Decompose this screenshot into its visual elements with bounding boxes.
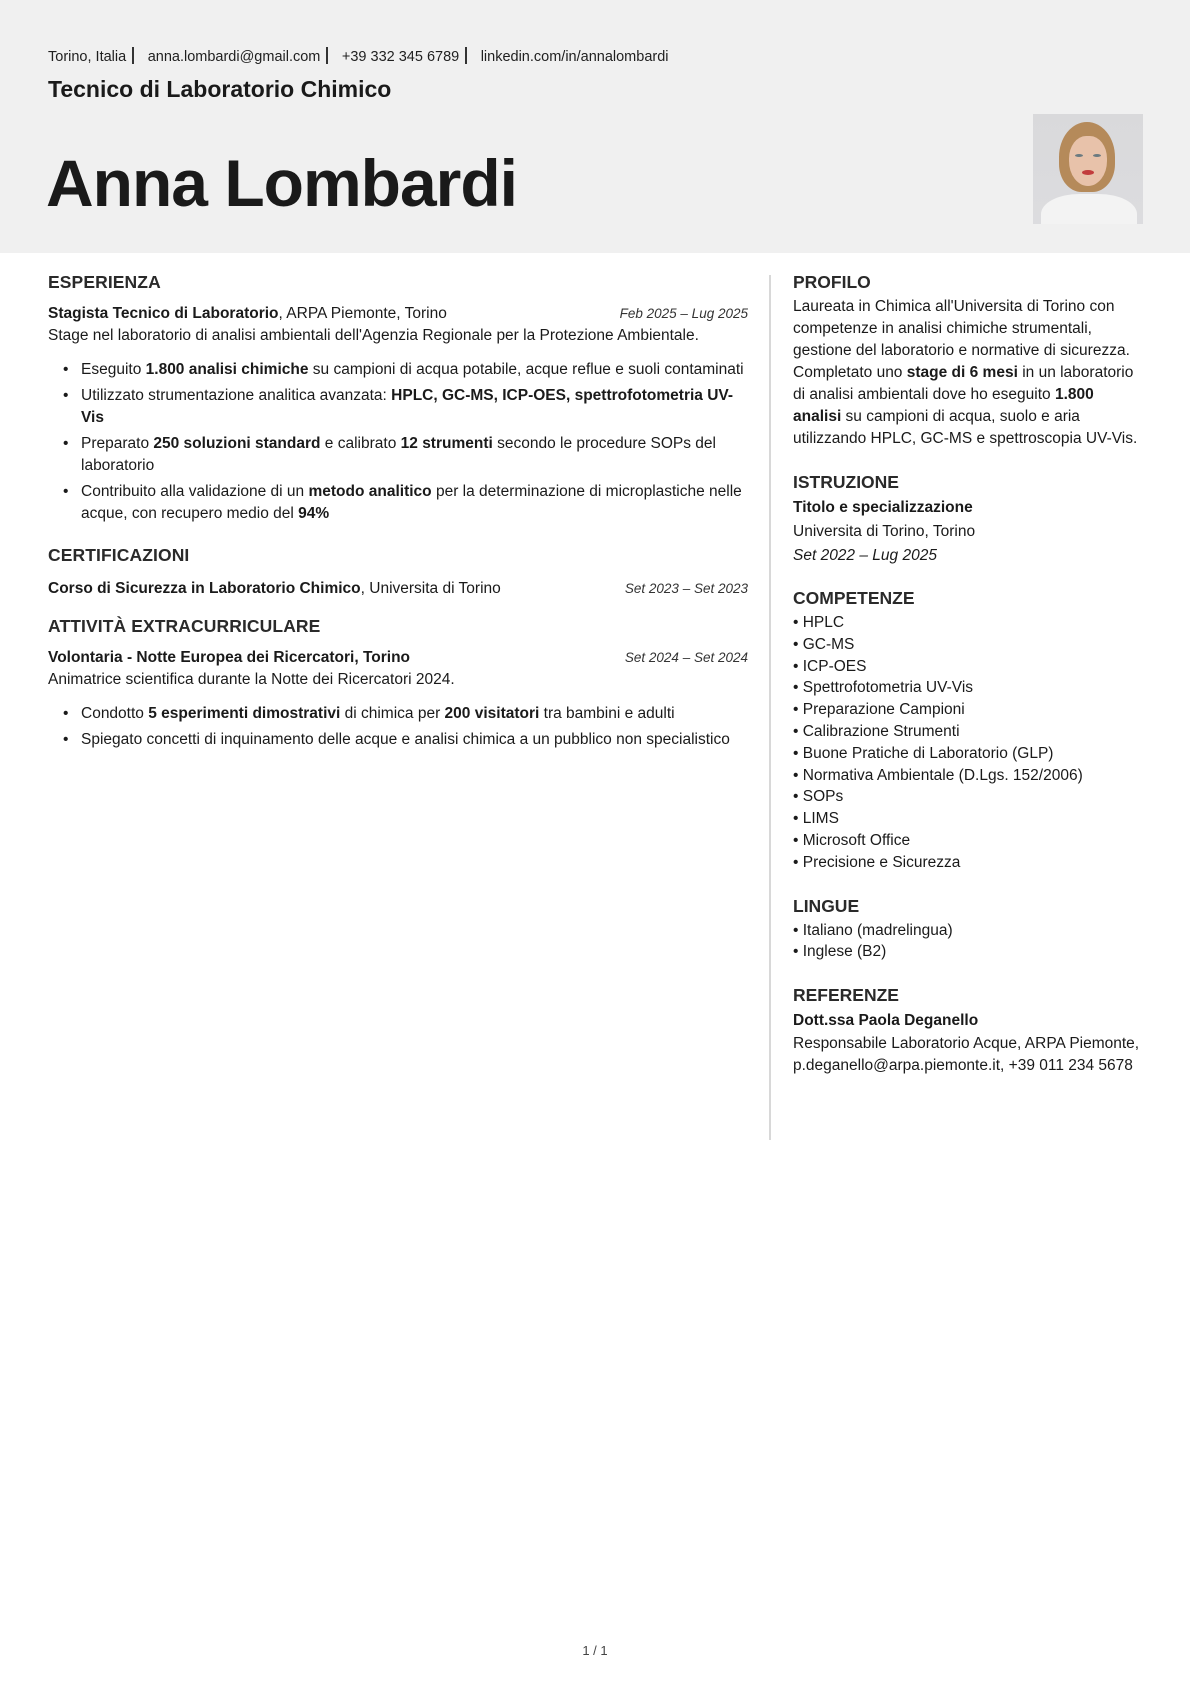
entry-role: Stagista Tecnico di Laboratorio [48,305,279,322]
profile-summary: Laureata in Chimica all'Universita di Torino con competenze in analisi chimiche strumentali, gestione del laboratorio e normative di sicurezza. Completato uno stage di 6 mesi in un laboratorio di analisi ambientali dove ho eseguito 1.800 analisi su campioni di acqua, suolo e aria utilizzando HPLC, GC-MS e spettroscopia UV-Vis. [793,298,1138,447]
experience-bullets [48,359,748,525]
reference-name: Dott.ssa Paola Deganello [793,1012,979,1030]
separator [132,47,134,64]
entry-description: Animatrice scientifica durante la Notte dei Ricercatori 2024. [48,671,455,688]
experience-entry-header [48,305,748,323]
section-title: PROFILO [793,272,871,292]
certification-entry [48,580,748,598]
entry-description: Stage nel laboratorio di analisi ambientali dell'Agenzia Regionale per la Protezione Ambientale. [48,327,699,344]
entry-role: Volontaria - Notte Europea dei Ricercatori, Torino [48,649,411,666]
entry-date: Set 2024 – Set 2024 [624,650,748,665]
contact-email[interactable]: anna.lombardi@gmail.com [147,49,321,65]
education-date: Set 2022 – Lug 2025 [793,547,937,564]
bullet-item: • Spiegato concetti di inquinamento delle acque e analisi chimica a un pubblico non specialistico [48,729,748,751]
section-title: REFERENZE [793,985,899,1006]
entry-date: Feb 2025 – Lug 2025 [619,306,748,321]
extracurricular-section [48,616,748,751]
skill-item: • HPLC [793,612,1143,634]
language-item: • Inglese (B2) [793,941,1143,963]
bullet-item: • Preparato 250 soluzioni standard e calibrato 12 strumenti secondo le procedure SOPs del laboratorio [48,433,748,477]
bullet-item: • Contribuito alla validazione di un metodo analitico per la determinazione di microplastiche nelle acque, con recupero medio del 94% [48,481,748,525]
job-title: Tecnico di Laboratorio Chimico [48,76,392,102]
entry-org: , ARPA Piemonte, Torino [278,305,447,322]
header [0,0,1190,253]
section-title: LINGUE [793,895,860,916]
skill-item: • LIMS [793,808,1143,830]
profile-photo [1033,114,1143,224]
skill-item: • Normativa Ambientale (D.Lgs. 152/2006) [793,765,1143,787]
skill-item: • SOPs [793,786,1143,808]
contact-phone[interactable]: +39 332 345 6789 [341,49,460,65]
section-title: COMPETENZE [793,588,915,608]
page-number: 1 / 1 [582,1643,608,1658]
separator [465,47,467,64]
skill-item: • Spettrofotometria UV-Vis [793,677,1143,699]
extracurricular-bullets [48,703,748,751]
certification-name: Corso di Sicurezza in Laboratorio Chimico [48,580,361,597]
section-title: ATTIVITÀ EXTRACURRICULARE [48,616,321,636]
bullet-item: • Utilizzato strumentazione analitica avanzata: HPLC, GC-MS, ICP-OES, spettrofotometria UV-Vis [48,385,748,429]
section-title: ESPERIENZA [48,272,161,292]
languages-section [793,896,1143,964]
skill-item: • Buone Pratiche di Laboratorio (GLP) [793,743,1143,765]
contact-linkedin[interactable]: linkedin.com/in/annalombardi [480,49,669,65]
skill-item: • GC-MS [793,634,1143,656]
certifications-section [48,545,748,598]
candidate-name: Anna Lombardi [46,146,518,220]
education-degree: Titolo e specializzazione [793,499,973,516]
contact-line [48,47,669,65]
skills-list [793,612,1143,874]
reference-details: Responsabile Laboratorio Acque, ARPA Piemonte, p.deganello@arpa.piemonte.it, +39 011 234 5678 [793,1035,1140,1075]
section-title: CERTIFICAZIONI [48,545,190,565]
skill-item: • Preparazione Campioni [793,699,1143,721]
sidebar-column [793,272,1143,1099]
languages-list [793,920,1143,964]
extracurricular-entry-header [48,649,748,667]
column-divider [769,275,771,1140]
bullet-item: • Condotto 5 esperimenti dimostrativi di chimica per 200 visitatori tra bambini e adulti [48,703,748,725]
certification-org: , Universita di Torino [360,580,501,597]
entry-date: Set 2023 – Set 2023 [624,581,748,596]
skill-item: • Calibrazione Strumenti [793,721,1143,743]
contact-location: Torino, Italia [48,49,127,65]
skill-item: • ICP-OES [793,656,1143,678]
main-column [48,272,748,755]
education-section [793,472,1143,568]
section-title: ISTRUZIONE [793,472,899,492]
separator [326,47,328,64]
bullet-item: • Eseguito 1.800 analisi chimiche su campioni di acqua potabile, acque reflue e suoli contaminati [48,359,748,381]
skill-item: • Microsoft Office [793,830,1143,852]
skill-item: • Precisione e Sicurezza [793,852,1143,874]
skills-section [793,588,1143,874]
profile-section [793,272,1143,450]
experience-section [48,272,748,525]
education-school: Universita di Torino, Torino [793,523,976,540]
language-item: • Italiano (madrelingua) [793,920,1143,942]
references-section [793,985,1143,1077]
